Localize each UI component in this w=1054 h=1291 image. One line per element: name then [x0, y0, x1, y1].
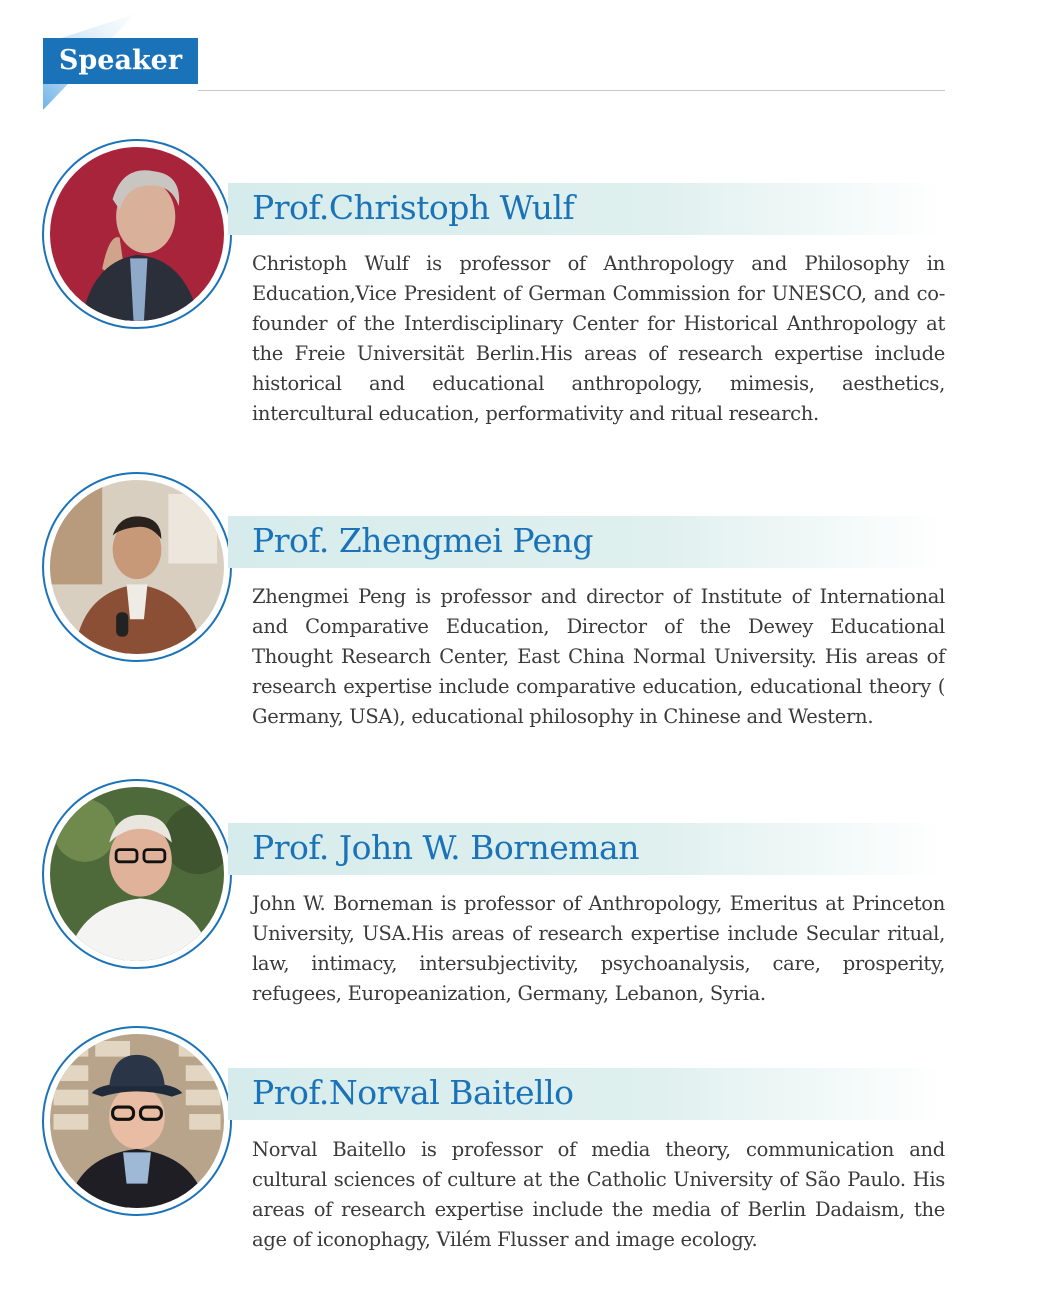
speaker-bio: John W. Borneman is professor of Anthropology, Emeritus at Princeton University, USA.His areas of research expertise include Secular ritual, law, intimacy, intersubjectivity, psychoanalysis, care, prosperity, refugees, Europeanization, Germany, Lebanon, Syria. — [252, 892, 945, 1005]
header-divider — [198, 90, 945, 91]
portrait-photo-icon — [50, 480, 224, 654]
portrait-photo-icon — [50, 1034, 224, 1208]
avatar — [42, 139, 232, 329]
avatar — [42, 472, 232, 662]
section-title: Speaker — [43, 38, 198, 84]
speaker-bio: Christoph Wulf is professor of Anthropology and Philosophy in Education,Vice President of German Commission for UNESCO, and co-founder of the Interdisciplinary Center for Historical Anthropology at the Freie Universität Berlin.His areas of research expertise include historical and educational anthropology, mimesis, aesthetics, intercultural education, performativity and ritual research. — [252, 252, 945, 425]
avatar — [42, 779, 232, 969]
portrait-photo-icon — [50, 147, 224, 321]
speaker-name: Prof. Zhengmei Peng — [252, 521, 593, 560]
portrait-photo-icon — [50, 787, 224, 961]
speaker-name: Prof.Christoph Wulf — [252, 188, 575, 227]
speaker-name: Prof.Norval Baitello — [252, 1073, 574, 1112]
speaker-bio: Zhengmei Peng is professor and director of Institute of International and Comparative Education, Director of the Dewey Educational Thought Research Center, East China Normal University. His areas of research expertise include comparative education, educational theory ( Germany, USA), educational philosophy in Chinese and Western. — [252, 585, 945, 728]
speaker-name: Prof. John W. Borneman — [252, 828, 639, 867]
avatar — [42, 1026, 232, 1216]
speaker-bio: Norval Baitello is professor of media theory, communication and cultural sciences of culture at the Catholic University of São Paulo. His areas of research expertise include the media of Berlin Dadaism, the age of iconophagy, Vilém Flusser and image ecology. — [252, 1138, 945, 1251]
